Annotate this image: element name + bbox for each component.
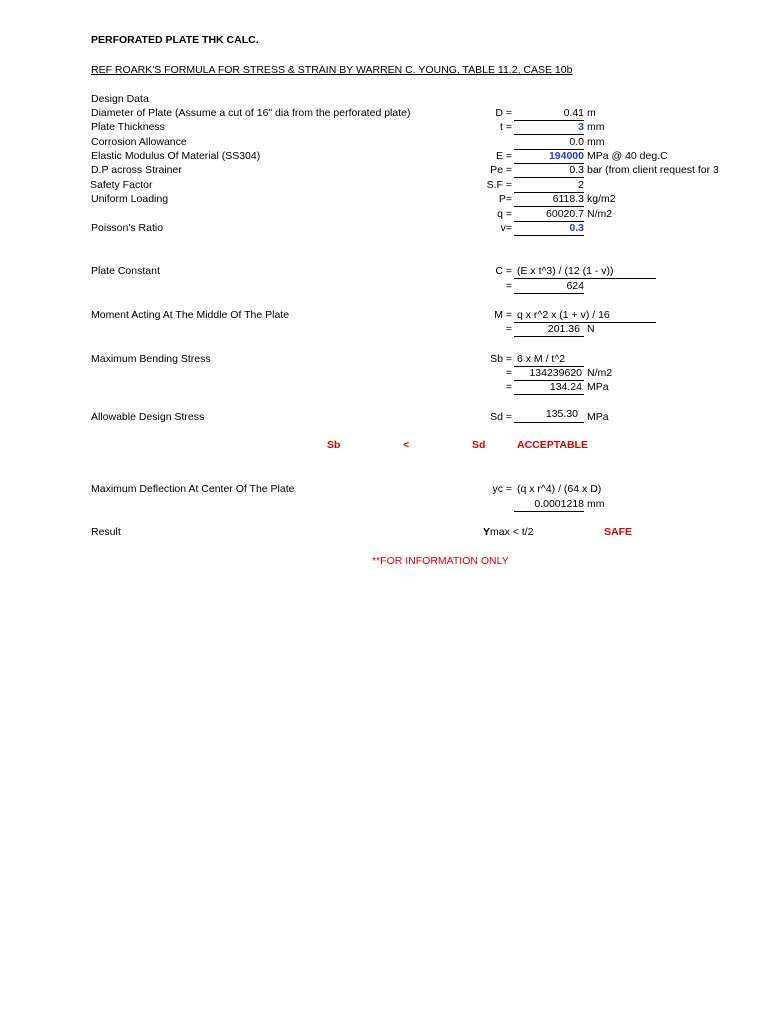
reference-line: REF ROARK'S FORMULA FOR STRESS & STRAIN BY WARREN C. YOUNG, TABLE 11.2, CASE 10b bbox=[91, 64, 573, 76]
row-symbol-dp: Pe = bbox=[490, 164, 512, 176]
row-label-thickness: Plate Thickness bbox=[91, 121, 165, 133]
bending-formula: 6 x M / t^2 bbox=[517, 353, 566, 365]
deflection-symbol: yc = bbox=[492, 483, 512, 495]
result-condition-text: max < t/2 bbox=[490, 526, 534, 538]
row-label-diameter: Diameter of Plate (Assume a cut of 16" dia from the perforated plate) bbox=[91, 107, 411, 119]
row-unit-uniform-loading: kg/m2 bbox=[587, 193, 616, 205]
row-value-safety-factor: 2 bbox=[578, 179, 584, 191]
row-value-thickness: 3 bbox=[578, 121, 584, 133]
allowable-unit: MPa bbox=[587, 411, 609, 423]
row-label-elastic-modulus: Elastic Modulus Of Material (SS304) bbox=[91, 150, 261, 162]
bending-symbol: Sb = bbox=[490, 353, 512, 365]
row-symbol-diameter: D = bbox=[495, 107, 512, 119]
moment-formula: q x r^2 x (1 + v) / 16 bbox=[517, 309, 610, 321]
result-condition bbox=[483, 526, 534, 539]
allowable-value: 135.30 bbox=[545, 408, 578, 420]
underline bbox=[514, 511, 584, 512]
row-value-dp: 0.3 bbox=[569, 164, 584, 176]
row-value-poisson: 0.3 bbox=[569, 222, 584, 234]
underline bbox=[514, 177, 584, 178]
comparison-left: Sb bbox=[327, 439, 341, 451]
row-symbol-q: q = bbox=[497, 208, 512, 220]
bending-eq-2: = bbox=[505, 381, 512, 393]
deflection-formula: (q x r^4) / (64 x D) bbox=[517, 483, 602, 495]
row-symbol-uniform-loading: P= bbox=[498, 193, 512, 205]
row-unit-corrosion: mm bbox=[587, 136, 605, 148]
underline bbox=[514, 278, 656, 279]
row-label-safety-factor: Safety Factor bbox=[90, 179, 153, 191]
row-unit-q: N/m2 bbox=[587, 208, 613, 220]
underline bbox=[514, 206, 584, 207]
row-label-poisson: Poisson's Ratio bbox=[91, 222, 164, 234]
plate-constant-value: 624 bbox=[566, 280, 584, 292]
moment-symbol: M = bbox=[494, 309, 512, 321]
bending-unit-mpa: MPa bbox=[587, 381, 609, 393]
row-value-diameter: 0.41 bbox=[563, 107, 584, 119]
underline bbox=[514, 394, 584, 395]
row-value-elastic-modulus: 194000 bbox=[548, 150, 584, 162]
page-title: PERFORATED PLATE THK CALC. bbox=[91, 34, 259, 46]
row-unit-diameter: m bbox=[587, 107, 596, 119]
deflection-value: 0.0001218 bbox=[534, 498, 584, 510]
moment-unit: N bbox=[587, 323, 595, 335]
row-value-corrosion: 0.0 bbox=[569, 136, 584, 148]
row-unit-dp: bar (from client request for 3 bbox=[587, 164, 719, 176]
moment-label: Moment Acting At The Middle Of The Plate bbox=[91, 309, 290, 321]
row-symbol-thickness: t = bbox=[500, 121, 512, 133]
bending-value-mpa: 134.24 bbox=[549, 381, 582, 393]
allowable-symbol: Sd = bbox=[490, 411, 512, 423]
comparison-operator: < bbox=[403, 439, 410, 451]
design-data-heading: Design Data bbox=[91, 93, 149, 105]
comparison-verdict: ACCEPTABLE bbox=[517, 439, 588, 451]
row-value-q: 60020.7 bbox=[546, 208, 584, 220]
row-symbol-elastic-modulus: E = bbox=[495, 150, 512, 162]
underline bbox=[514, 422, 584, 423]
plate-constant-formula: (E x t^3) / (12 (1 - v)) bbox=[517, 265, 614, 277]
underline bbox=[514, 134, 584, 135]
result-verdict: SAFE bbox=[604, 526, 633, 538]
moment-value: 201.36 bbox=[547, 323, 580, 335]
underline bbox=[514, 293, 584, 294]
row-symbol-safety-factor: S.F = bbox=[486, 179, 512, 191]
row-label-dp: D.P across Strainer bbox=[91, 164, 182, 176]
moment-eq: = bbox=[505, 323, 512, 335]
footnote: **FOR INFORMATION ONLY bbox=[372, 555, 509, 567]
comparison-right: Sd bbox=[472, 439, 486, 451]
plate-constant-eq: = bbox=[505, 280, 512, 292]
row-symbol-poisson: v= bbox=[500, 222, 512, 234]
plate-constant-symbol: C = bbox=[495, 265, 512, 277]
bending-unit-nm2: N/m2 bbox=[587, 367, 613, 379]
underline bbox=[514, 235, 584, 236]
bending-label: Maximum Bending Stress bbox=[91, 353, 211, 365]
row-unit-thickness: mm bbox=[587, 121, 605, 133]
row-unit-elastic-modulus: MPa @ 40 deg.C bbox=[587, 150, 668, 162]
row-value-uniform-loading: 6118.3 bbox=[552, 193, 584, 205]
result-label: Result bbox=[91, 526, 121, 538]
bending-value-nm2: 134239620 bbox=[529, 367, 582, 379]
row-label-uniform-loading: Uniform Loading bbox=[91, 193, 169, 205]
underline bbox=[514, 336, 584, 337]
plate-constant-label: Plate Constant bbox=[91, 265, 160, 277]
row-label-corrosion: Corrosion Allowance bbox=[91, 136, 187, 148]
deflection-label: Maximum Deflection At Center Of The Plate bbox=[91, 483, 295, 495]
bending-eq-1: = bbox=[505, 367, 512, 379]
allowable-label: Allowable Design Stress bbox=[91, 411, 205, 423]
deflection-unit: mm bbox=[587, 498, 605, 510]
result-y: Y bbox=[483, 526, 491, 538]
